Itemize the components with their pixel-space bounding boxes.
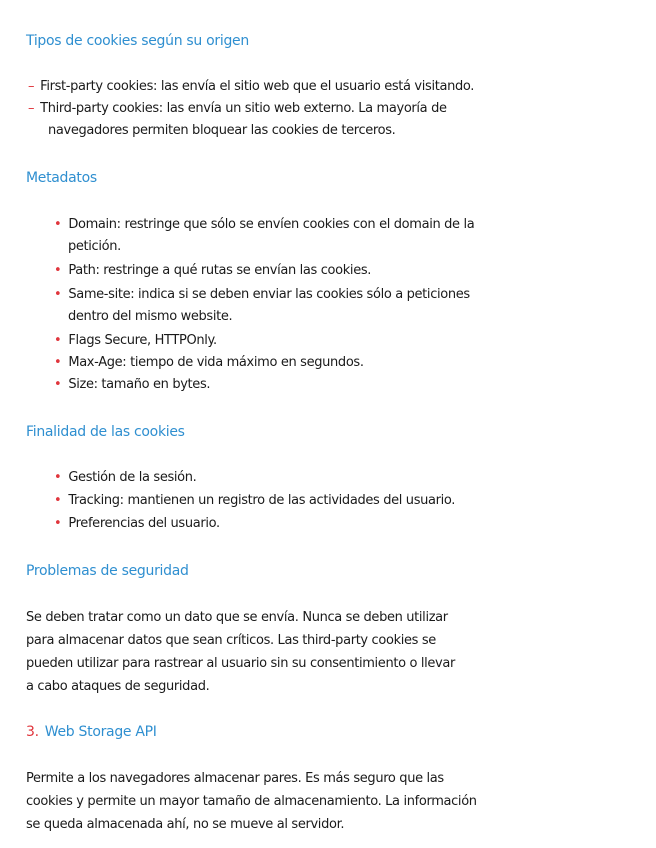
list-item-text: Preferencias del usuario.: [68, 516, 220, 531]
paragraph-line: Permite a los navegadores almacenar pares. Es más seguro que las: [26, 771, 444, 786]
list-item-text: Path: restringe a qué rutas se envían las cookies.: [68, 263, 372, 278]
list-item-text: Tracking: mantienen un registro de las actividades del usuario.: [68, 493, 456, 508]
heading-web-storage: [26, 724, 157, 740]
list-item: [54, 333, 217, 348]
paragraph-line: para almacenar datos que sean críticos. Las third-party cookies se: [26, 633, 436, 648]
list-item: [54, 470, 196, 485]
list-item-continuation: navegadores permiten bloquear las cookies de terceros.: [48, 123, 396, 138]
bullet-marker: •: [54, 470, 62, 485]
dash-marker: –: [28, 79, 35, 94]
list-item-continuation: dentro del mismo website.: [68, 309, 233, 324]
list-item-text: First-party cookies: las envía el sitio web que el usuario está visitando.: [40, 79, 475, 94]
bullet-marker: •: [54, 355, 62, 370]
bullet-marker: •: [54, 493, 62, 508]
heading-cookie-origin: Tipos de cookies según su origen: [26, 33, 249, 49]
list-item-text: Size: tamaño en bytes.: [68, 377, 211, 392]
heading-metadata: Metadatos: [26, 170, 97, 186]
paragraph-line: cookies y permite un mayor tamaño de almacenamiento. La información: [26, 794, 477, 809]
list-item-text: Gestión de la sesión.: [68, 470, 197, 485]
bullet-marker: •: [54, 377, 62, 392]
paragraph-line: a cabo ataques de seguridad.: [26, 679, 210, 694]
list-item-text: Third-party cookies: las envía un sitio web externo. La mayoría de: [40, 101, 447, 116]
list-item: [28, 79, 474, 94]
list-item-text: Domain: restringe que sólo se envíen cookies con el domain de la: [68, 217, 475, 232]
list-item: [54, 217, 474, 232]
list-item-text: Max-Age: tiempo de vida máximo en segundos.: [68, 355, 364, 370]
bullet-marker: •: [54, 287, 62, 302]
heading-text: Web Storage API: [44, 724, 157, 740]
heading-purpose: Finalidad de las cookies: [26, 424, 185, 440]
bullet-marker: •: [54, 217, 62, 232]
paragraph-line: pueden utilizar para rastrear al usuario sin su consentimiento o llevar: [26, 656, 455, 671]
list-item-continuation: petición.: [68, 239, 121, 254]
list-item: [54, 516, 220, 531]
bullet-marker: •: [54, 333, 62, 348]
section-number: 3.: [26, 724, 39, 740]
list-item: [54, 355, 364, 370]
bullet-marker: •: [54, 516, 62, 531]
list-item: [54, 493, 455, 508]
list-item: [54, 287, 470, 302]
list-item: [54, 377, 210, 392]
list-item-text: Same-site: indica si se deben enviar las cookies sólo a peticiones: [68, 287, 470, 302]
list-item: [28, 101, 447, 116]
dash-marker: –: [28, 101, 35, 116]
list-item-text: Flags Secure, HTTPOnly.: [68, 333, 217, 348]
paragraph-line: se queda almacenada ahí, no se mueve al servidor.: [26, 817, 345, 832]
bullet-marker: •: [54, 263, 62, 278]
heading-security: Problemas de seguridad: [26, 563, 189, 579]
paragraph-line: Se deben tratar como un dato que se envía. Nunca se deben utilizar: [26, 610, 448, 625]
list-item: [54, 263, 371, 278]
